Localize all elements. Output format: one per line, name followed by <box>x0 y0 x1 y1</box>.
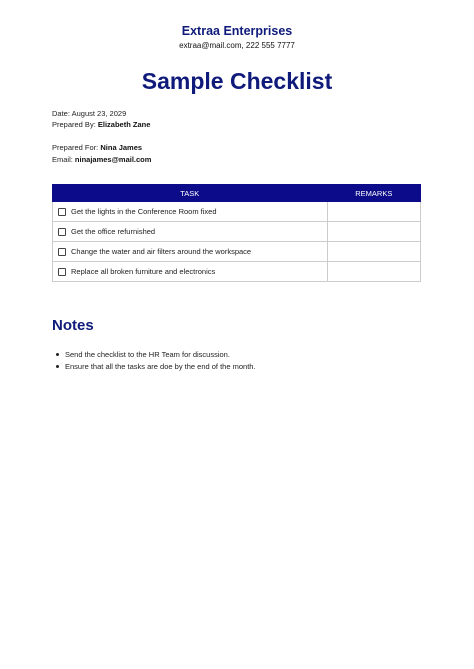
note-text: Send the checklist to the HR Team for discussion. <box>65 350 230 359</box>
table-row <box>53 262 421 282</box>
remarks-cell[interactable] <box>327 202 420 222</box>
company-name: Extraa Enterprises <box>181 24 293 38</box>
bullet-icon <box>56 365 59 368</box>
date-line <box>52 109 126 119</box>
list-item <box>52 350 256 362</box>
task-cell <box>53 242 328 262</box>
task-checkbox[interactable] <box>58 248 66 256</box>
prepared-for-label: Prepared For: <box>52 143 101 152</box>
date-value: August 23, 2029 <box>71 109 127 118</box>
task-checkbox[interactable] <box>58 208 66 216</box>
task-label: Get the office refurnished <box>71 227 156 236</box>
checklist-table <box>52 184 421 282</box>
email-line <box>52 155 151 165</box>
prepared-for-line <box>52 143 142 153</box>
remarks-cell[interactable] <box>327 262 420 282</box>
prepared-by-line <box>52 120 150 130</box>
task-checkbox[interactable] <box>58 228 66 236</box>
prepared-for-value: Nina James <box>100 143 143 152</box>
list-item <box>52 362 256 374</box>
task-cell <box>53 262 328 282</box>
email-label: Email: <box>52 155 75 164</box>
task-label: Replace all broken furniture and electronics <box>71 267 216 276</box>
remarks-cell[interactable] <box>327 242 420 262</box>
table-row <box>53 242 421 262</box>
task-label: Get the lights in the Conference Room fixed <box>71 207 217 216</box>
task-cell <box>53 202 328 222</box>
date-label: Date: <box>52 109 72 118</box>
company-contact: extraa@mail.com, 222 555 7777 <box>179 41 295 50</box>
prepared-by-value: Elizabeth Zane <box>97 120 151 129</box>
notes-heading: Notes <box>52 317 94 334</box>
prepared-by-label: Prepared By: <box>52 120 98 129</box>
table-row <box>53 202 421 222</box>
column-header-task: TASK <box>53 185 328 202</box>
email-value: ninajames@mail.com <box>74 155 152 164</box>
task-label: Change the water and air filters around the workspace <box>71 247 252 256</box>
notes-list <box>52 350 256 374</box>
table-header-row <box>53 185 421 202</box>
remarks-cell[interactable] <box>327 222 420 242</box>
task-checkbox[interactable] <box>58 268 66 276</box>
column-header-remarks: REMARKS <box>327 185 420 202</box>
table-row <box>53 222 421 242</box>
page-title: Sample Checklist <box>141 68 333 94</box>
bullet-icon <box>56 353 59 356</box>
task-cell <box>53 222 328 242</box>
note-text: Ensure that all the tasks are doe by the end of the month. <box>65 362 256 371</box>
